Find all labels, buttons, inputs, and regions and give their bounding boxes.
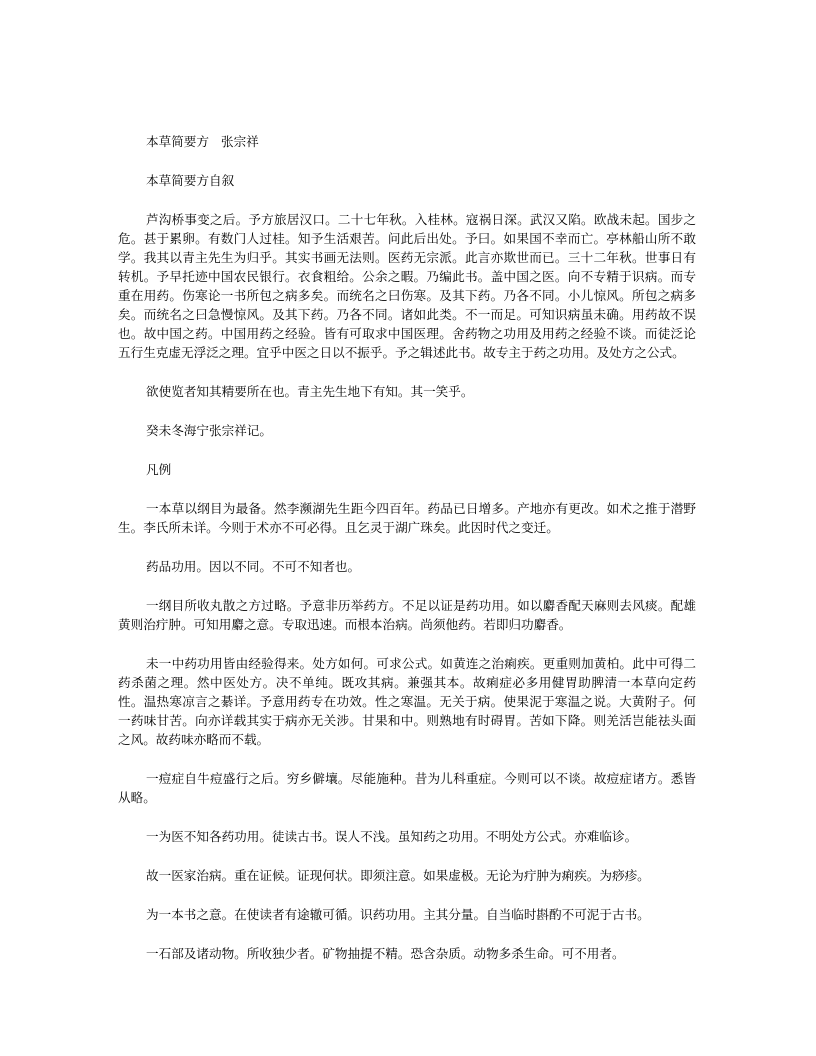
- preface-signature: 癸未冬海宁张宗祥记。: [146, 423, 272, 438]
- document-page: [118, 132, 696, 983]
- book-title-line: [118, 132, 696, 151]
- author-name: 张宗祥: [220, 134, 259, 149]
- fanli-paragraph: 故一医家治病。重在证候。证现何状。即须注意。如果虚极。无论为疔肿为痢疾。为痧疹。: [146, 868, 650, 883]
- fanli-paragraph: 一为医不知各药功用。徒读古书。误人不浅。虽知药之功用。不明处方公式。亦难临诊。: [146, 829, 638, 844]
- fanli-paragraph: 一纲目所收丸散之方过略。予意非历举药方。不足以证是药功用。如以麝香配天麻则去风痰。配雄黄则治疔肿。可知用麝之意。专取迅速。而根本治病。尚须他药。若即归功麝香。: [118, 598, 696, 632]
- preface-paragraph: 芦沟桥事变之后。予方旅居汉口。二十七年秋。入桂林。寇祸日深。武汉又陷。欧战未起。国步之危。甚于累卵。有数门人过桂。知予生活艰苦。问此后出处。予曰。如果国不幸而亡。亭林船山所不敢学。我其以青主先生为归乎。其实书画无法则。医药无宗派。此言亦欺世而已。三十二年秋。世事日有转机。予早托迹中国农民银行。衣食粗给。公余之暇。乃编此书。盖中国之医。向不专精于识病。而专重在用药。伤寒论一书所包之病多矣。而统名之曰伤寒。及其下药。乃各不同。小儿惊风。所包之病多矣。而统名之曰急慢惊风。及其下药。乃各不同。诸如此类。不一而足。可知识病虽未确。用药故不误也。故中国之药。中国用药之经验。皆有可取求中国医理。舍药物之功用及用药之经验不谈。而徒泛论五行生克虚无浮泛之理。宜乎中医之日以不振乎。予之辑述此书。故专主于药之功用。及处方之公式。: [118, 212, 696, 360]
- preface-title: 本草简要方自叙: [146, 173, 235, 188]
- fanli-paragraph: 一痘症自牛痘盛行之后。穷乡僻壤。尽能施种。昔为儿科重症。今则可以不谈。故痘症诸方。悉皆从略。: [118, 771, 696, 805]
- fanli-paragraph: 一石部及诸动物。所收独少者。矿物抽提不精。恐含杂质。动物多杀生命。可不用者。: [146, 946, 625, 961]
- fanli-paragraph: 一本草以纲目为最备。然李濒湖先生距今四百年。药品已日增多。产地亦有更改。如术之推于潜野生。李氏所未详。今则于术亦不可必得。且乞灵于湖广珠矣。此因时代之变迁。: [118, 501, 696, 535]
- preface-paragraph: 欲使览者知其精要所在也。青主先生地下有知。其一笑乎。: [146, 384, 474, 399]
- book-title: 本草简要方: [146, 134, 209, 149]
- fanli-paragraph: 未一中药功用皆由经验得来。处方如何。可求公式。如黄连之治痢疾。更重则加黄柏。此中可得二药杀菌之理。然中医处方。决不单纯。既攻其病。兼强其本。故痢症必多用健胃助脾清一本草向定药性。温热寒凉言之綦详。予意用药专在功效。性之寒温。无关于病。使果泥于寒温之说。大黄附子。何一药味甘苦。向亦详载其实于病亦无关涉。甘果和中。则熟地有时碍胃。苦如下降。则羌活岂能祛头面之风。故药味亦略而不载。: [118, 656, 696, 747]
- fanli-paragraph: 药品功用。因以不同。不可不知者也。: [146, 559, 361, 574]
- fanli-paragraph: 为一本书之意。在使读者有途辙可循。识药功用。主其分量。自当临时斟酌不可泥于古书。: [146, 907, 650, 922]
- fanli-title: 凡例: [146, 462, 172, 477]
